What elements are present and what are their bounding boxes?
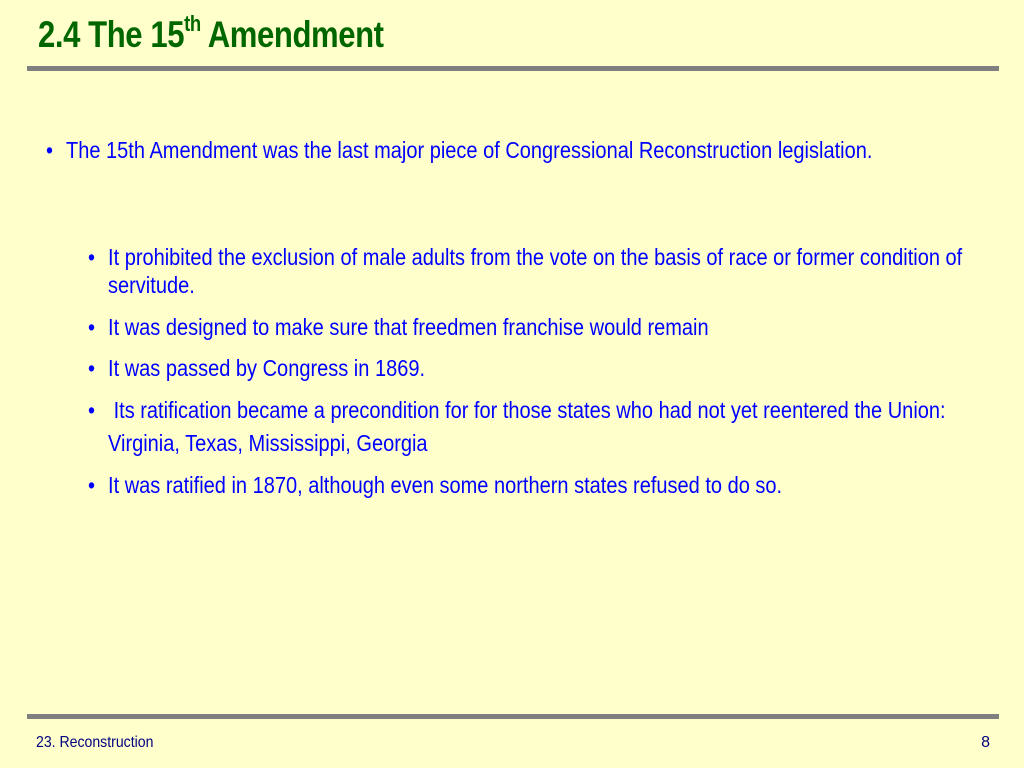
bullet-dot: • — [46, 137, 54, 163]
bullet-dot: • — [88, 397, 96, 423]
bullet-text: It was designed to make sure that freedmen franchise would remain — [108, 314, 709, 340]
slide-title-rest: Amendment — [200, 14, 384, 55]
footer-section-label: 23. Reconstruction — [36, 734, 154, 751]
bullet-dot: • — [88, 314, 96, 340]
bullet-item-level2 — [88, 243, 971, 299]
slide-title-superscript: th — [184, 10, 201, 36]
bullet-dot: • — [88, 472, 96, 498]
bullet-item-level1 — [46, 134, 916, 167]
top-divider — [27, 66, 999, 71]
bullet-text: It was passed by Congress in 1869. — [108, 355, 426, 381]
page-number: 8 — [981, 734, 990, 751]
slide-title-main: 2.4 The 15 — [38, 14, 185, 55]
bullet-text: Its ratification became a precondition for for those states who had not yet reentered the Union: Virginia, Texas, Mississippi, Georgia — [108, 397, 952, 456]
bullet-item-level2 — [88, 469, 993, 502]
bullet-item-level2 — [88, 394, 993, 460]
bullet-item-level2 — [88, 311, 971, 344]
slide-title — [38, 6, 384, 64]
bullet-text: It prohibited the exclusion of male adults from the vote on the basis of race or former condition of servitude. — [108, 244, 963, 298]
bullet-text: The 15th Amendment was the last major piece of Congressional Reconstruction legislation. — [66, 137, 873, 163]
bullet-dot: • — [88, 244, 96, 270]
bullet-text: It was ratified in 1870, although even some northern states refused to do so. — [108, 472, 783, 498]
bullet-item-level2 — [88, 352, 971, 385]
bullet-dot: • — [88, 355, 96, 381]
bottom-divider — [27, 714, 999, 719]
